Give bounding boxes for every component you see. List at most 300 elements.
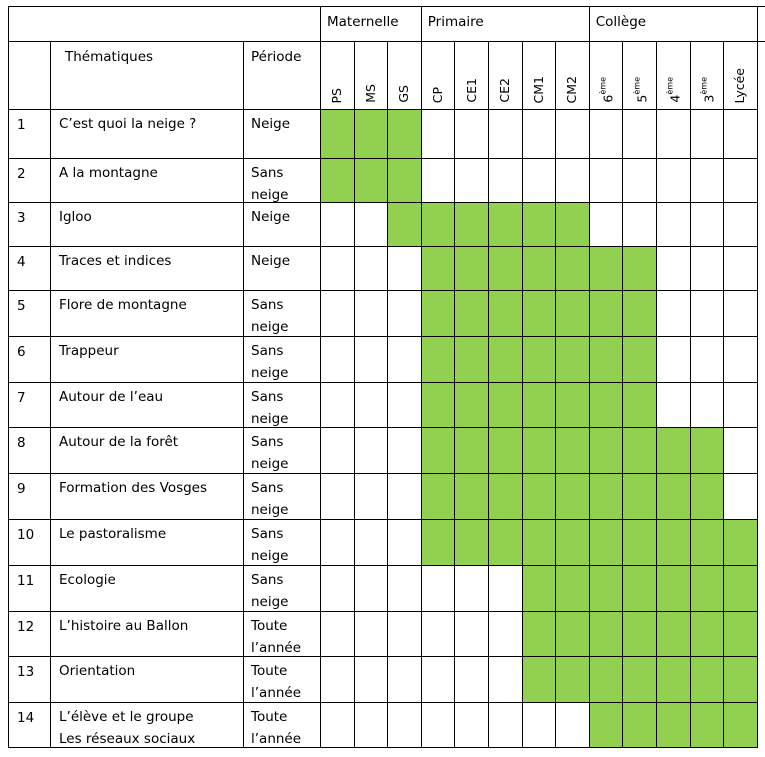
row-period <box>244 428 321 474</box>
level-cell-empty <box>489 566 523 612</box>
level-cell-empty <box>724 428 758 474</box>
period-line: l’année <box>251 685 302 701</box>
level-cell-empty <box>355 203 389 247</box>
level-cell-active <box>691 566 725 612</box>
level-header-2 <box>388 42 422 110</box>
row-period <box>244 566 321 612</box>
period-line: l’année <box>251 640 302 656</box>
level-cell-active <box>455 383 489 428</box>
level-cell-active <box>321 159 355 203</box>
level-cell-active <box>556 566 590 612</box>
level-cell-active <box>691 612 725 657</box>
row-number: 11 <box>9 566 51 612</box>
level-cell-empty <box>321 383 355 428</box>
theme-line: L’élève et le groupe <box>59 709 194 725</box>
level-cell-empty <box>388 247 422 291</box>
row-number: 2 <box>9 159 51 203</box>
level-cell-active <box>691 657 725 703</box>
level-cell-active <box>422 520 456 566</box>
level-cell-empty <box>355 383 389 428</box>
level-cell-empty <box>691 247 725 291</box>
level-cell-active <box>724 657 758 703</box>
level-cell-active <box>422 474 456 520</box>
level-cell-active <box>523 520 557 566</box>
level-cell-empty <box>691 203 725 247</box>
level-cell-active <box>422 428 456 474</box>
level-cell-empty <box>691 291 725 337</box>
theme-line: L’histoire au Ballon <box>59 618 189 634</box>
period-line: Sans <box>251 480 284 496</box>
level-cell-empty <box>355 612 389 657</box>
row-period <box>244 247 321 291</box>
level-cell-active <box>623 428 657 474</box>
level-label <box>364 84 378 103</box>
level-cell-active <box>321 110 355 159</box>
level-cell-active <box>590 474 624 520</box>
level-cell-empty <box>321 566 355 612</box>
level-cell-active <box>489 474 523 520</box>
row-theme <box>51 203 244 247</box>
level-cell-active <box>455 428 489 474</box>
level-label <box>565 76 579 103</box>
level-header-6 <box>523 42 557 110</box>
level-cell-empty <box>388 657 422 703</box>
level-label <box>431 87 445 103</box>
level-cell-empty <box>355 566 389 612</box>
level-cell-empty <box>691 110 725 159</box>
level-cell-empty <box>455 566 489 612</box>
row-theme <box>51 159 244 203</box>
level-cell-empty <box>355 657 389 703</box>
level-cell-active <box>489 203 523 247</box>
level-cell-active <box>556 383 590 428</box>
level-cell-active <box>489 428 523 474</box>
period-line: neige <box>251 456 289 472</box>
row-number: 4 <box>9 247 51 291</box>
level-cell-active <box>523 474 557 520</box>
row-theme <box>51 428 244 474</box>
level-header-8 <box>590 42 624 110</box>
row-period <box>244 474 321 520</box>
level-cell-empty <box>455 612 489 657</box>
theme-line: Le pastoralisme <box>59 526 167 542</box>
level-cell-empty <box>556 703 590 748</box>
level-cell-active <box>388 159 422 203</box>
period-line: Toute <box>251 663 288 679</box>
level-cell-active <box>623 612 657 657</box>
group-header-0: Maternelle <box>321 7 422 42</box>
row-number: 12 <box>9 612 51 657</box>
level-cell-active <box>523 657 557 703</box>
row-number: 6 <box>9 337 51 383</box>
theme-line: Autour de la forêt <box>59 434 179 450</box>
level-cell-active <box>455 247 489 291</box>
theme-line: Traces et indices <box>59 253 172 269</box>
level-cell-active <box>523 566 557 612</box>
level-cell-active <box>455 337 489 383</box>
row-period <box>244 383 321 428</box>
level-cell-active <box>623 657 657 703</box>
theme-line: Flore de montagne <box>59 297 187 313</box>
period-line: l’année <box>251 731 302 747</box>
period-line: Neige <box>251 209 291 225</box>
level-cell-active <box>657 520 691 566</box>
row-number: 7 <box>9 383 51 428</box>
period-line: Sans <box>251 389 284 405</box>
period-line: Sans <box>251 297 284 313</box>
level-cell-active <box>556 247 590 291</box>
level-cell-empty <box>724 110 758 159</box>
periode-header: Période <box>244 42 321 110</box>
level-cell-empty <box>657 337 691 383</box>
level-label-base: 5 <box>634 95 650 103</box>
level-header-7 <box>556 42 590 110</box>
level-header-0 <box>321 42 355 110</box>
row-period <box>244 612 321 657</box>
period-line: Sans <box>251 434 284 450</box>
level-cell-empty <box>623 203 657 247</box>
row-theme <box>51 566 244 612</box>
row-number: 1 <box>9 110 51 159</box>
level-cell-active <box>724 520 758 566</box>
level-cell-active <box>657 474 691 520</box>
level-cell-empty <box>355 291 389 337</box>
level-cell-empty <box>724 474 758 520</box>
level-cell-active <box>455 520 489 566</box>
level-label <box>330 88 344 103</box>
level-cell-active <box>455 474 489 520</box>
level-header-12 <box>724 42 758 110</box>
level-cell-active <box>590 247 624 291</box>
level-cell-empty <box>388 566 422 612</box>
level-label-sup: ème <box>632 77 642 96</box>
period-line: neige <box>251 365 289 381</box>
row-number: 10 <box>9 520 51 566</box>
row-number: 8 <box>9 428 51 474</box>
theme-line: Trappeur <box>59 343 119 359</box>
level-cell-active <box>489 520 523 566</box>
level-label <box>697 77 716 103</box>
period-line: Sans <box>251 572 284 588</box>
thematiques-table <box>8 6 765 748</box>
level-cell-active <box>523 428 557 474</box>
level-cell-empty <box>321 612 355 657</box>
level-cell-empty <box>724 383 758 428</box>
level-cell-empty <box>657 159 691 203</box>
theme-line: Les réseaux sociaux <box>59 731 196 747</box>
period-line: Neige <box>251 116 291 132</box>
level-cell-empty <box>590 203 624 247</box>
level-cell-active <box>657 703 691 748</box>
row-theme <box>51 703 244 748</box>
row-theme <box>51 657 244 703</box>
level-cell-active <box>590 291 624 337</box>
level-cell-active <box>691 474 725 520</box>
level-cell-empty <box>691 383 725 428</box>
level-cell-empty <box>489 110 523 159</box>
level-cell-active <box>455 203 489 247</box>
level-cell-empty <box>388 474 422 520</box>
theme-line: C’est quoi la neige ? <box>59 116 197 132</box>
level-cell-active <box>355 159 389 203</box>
level-label-base: CE2 <box>497 78 513 103</box>
level-cell-active <box>691 703 725 748</box>
level-cell-empty <box>489 703 523 748</box>
level-cell-active <box>590 566 624 612</box>
level-cell-empty <box>489 159 523 203</box>
level-cell-active <box>590 657 624 703</box>
level-cell-active <box>388 110 422 159</box>
header-corner <box>9 7 321 42</box>
level-cell-active <box>489 291 523 337</box>
level-cell-active <box>691 520 725 566</box>
row-number: 14 <box>9 703 51 748</box>
level-cell-active <box>590 337 624 383</box>
level-cell-empty <box>388 612 422 657</box>
row-period <box>244 657 321 703</box>
level-cell-empty <box>422 566 456 612</box>
row-theme <box>51 291 244 337</box>
number-header <box>9 42 51 110</box>
level-label-base: PS <box>329 87 345 103</box>
period-line: Sans <box>251 526 284 542</box>
level-cell-active <box>556 612 590 657</box>
level-cell-active <box>489 337 523 383</box>
level-cell-active <box>523 203 557 247</box>
group-header-2: Collège <box>590 7 758 42</box>
level-cell-empty <box>724 337 758 383</box>
period-line: Sans <box>251 165 284 181</box>
level-cell-empty <box>321 520 355 566</box>
level-cell-empty <box>321 337 355 383</box>
level-label <box>397 85 411 103</box>
level-cell-empty <box>422 657 456 703</box>
row-theme <box>51 247 244 291</box>
level-cell-empty <box>724 159 758 203</box>
level-label <box>733 68 747 103</box>
level-label-base: 3 <box>701 95 717 103</box>
level-label <box>664 77 683 103</box>
level-cell-empty <box>422 703 456 748</box>
level-cell-empty <box>422 159 456 203</box>
level-cell-active <box>523 612 557 657</box>
level-cell-empty <box>724 203 758 247</box>
level-cell-active <box>657 566 691 612</box>
level-cell-active <box>422 337 456 383</box>
level-cell-active <box>556 657 590 703</box>
level-cell-active <box>623 247 657 291</box>
level-cell-empty <box>724 291 758 337</box>
level-cell-active <box>422 291 456 337</box>
level-cell-active <box>657 612 691 657</box>
level-label <box>596 77 615 103</box>
row-period <box>244 110 321 159</box>
period-line: neige <box>251 594 289 610</box>
level-cell-empty <box>657 110 691 159</box>
level-header-4 <box>455 42 489 110</box>
period-line: neige <box>251 502 289 518</box>
level-cell-active <box>590 703 624 748</box>
level-cell-empty <box>321 474 355 520</box>
level-cell-empty <box>321 428 355 474</box>
level-cell-empty <box>321 703 355 748</box>
level-cell-active <box>523 383 557 428</box>
period-line: neige <box>251 411 289 427</box>
level-cell-empty <box>388 383 422 428</box>
level-cell-active <box>623 703 657 748</box>
level-label-base: 4 <box>667 95 683 103</box>
level-cell-empty <box>355 337 389 383</box>
level-cell-empty <box>657 203 691 247</box>
level-cell-empty <box>388 520 422 566</box>
level-header-1 <box>355 42 389 110</box>
level-label <box>498 78 512 103</box>
level-cell-active <box>556 474 590 520</box>
period-line: Sans <box>251 343 284 359</box>
level-cell-active <box>489 383 523 428</box>
level-cell-empty <box>321 203 355 247</box>
level-cell-active <box>556 428 590 474</box>
level-label-base: CM2 <box>564 75 580 103</box>
level-label <box>630 77 649 103</box>
level-cell-empty <box>455 703 489 748</box>
level-cell-empty <box>321 291 355 337</box>
row-number: 13 <box>9 657 51 703</box>
row-theme <box>51 337 244 383</box>
period-line: neige <box>251 548 289 564</box>
level-cell-active <box>691 428 725 474</box>
level-cell-empty <box>657 291 691 337</box>
level-label-base: CM1 <box>530 75 546 103</box>
row-theme <box>51 383 244 428</box>
level-cell-active <box>590 520 624 566</box>
level-cell-empty <box>422 110 456 159</box>
level-cell-empty <box>623 159 657 203</box>
level-cell-active <box>455 291 489 337</box>
level-cell-active <box>523 291 557 337</box>
level-header-3 <box>422 42 456 110</box>
level-cell-empty <box>355 703 389 748</box>
level-cell-empty <box>321 657 355 703</box>
level-label-sup: ème <box>598 77 608 96</box>
level-cell-empty <box>388 291 422 337</box>
level-cell-active <box>623 337 657 383</box>
level-cell-active <box>623 291 657 337</box>
level-cell-active <box>422 203 456 247</box>
level-cell-active <box>623 520 657 566</box>
row-period <box>244 337 321 383</box>
theme-line: Igloo <box>59 209 92 225</box>
level-cell-active <box>724 612 758 657</box>
row-number: 9 <box>9 474 51 520</box>
theme-line: Autour de l’eau <box>59 389 164 405</box>
level-cell-empty <box>388 703 422 748</box>
level-header-11 <box>691 42 725 110</box>
level-cell-empty <box>523 159 557 203</box>
level-cell-active <box>590 383 624 428</box>
level-cell-active <box>657 657 691 703</box>
thematiques-header: Thématiques <box>51 42 244 110</box>
level-cell-active <box>556 203 590 247</box>
level-cell-empty <box>455 159 489 203</box>
level-label-sup: ème <box>699 77 709 96</box>
level-cell-empty <box>455 657 489 703</box>
level-cell-active <box>489 247 523 291</box>
row-theme <box>51 110 244 159</box>
level-cell-empty <box>355 520 389 566</box>
level-cell-empty <box>724 247 758 291</box>
theme-line: Formation des Vosges <box>59 480 208 496</box>
level-label-base: CP <box>430 86 446 103</box>
level-cell-empty <box>691 159 725 203</box>
level-cell-active <box>590 428 624 474</box>
row-period <box>244 520 321 566</box>
theme-line: Ecologie <box>59 572 116 588</box>
level-cell-empty <box>355 247 389 291</box>
level-cell-active <box>724 566 758 612</box>
group-header-3 <box>758 7 765 42</box>
level-header-9 <box>623 42 657 110</box>
row-period <box>244 291 321 337</box>
level-cell-active <box>523 247 557 291</box>
row-period <box>244 203 321 247</box>
level-label-base: GS <box>396 85 412 103</box>
level-label-base: CE1 <box>463 78 479 103</box>
period-line: neige <box>251 187 289 203</box>
level-cell-empty <box>523 110 557 159</box>
period-line: neige <box>251 319 289 335</box>
level-cell-empty <box>657 247 691 291</box>
level-cell-empty <box>623 110 657 159</box>
row-number: 3 <box>9 203 51 247</box>
level-label-sup: ème <box>665 77 675 96</box>
level-cell-empty <box>355 428 389 474</box>
level-cell-active <box>556 337 590 383</box>
level-cell-active <box>623 474 657 520</box>
level-cell-active <box>422 383 456 428</box>
level-cell-active <box>523 337 557 383</box>
row-theme <box>51 474 244 520</box>
level-label-base: MS <box>362 84 378 103</box>
level-label <box>465 78 479 103</box>
level-cell-empty <box>422 612 456 657</box>
level-cell-active <box>623 383 657 428</box>
level-cell-empty <box>489 657 523 703</box>
level-label-base: Lycée <box>732 67 748 103</box>
level-cell-active <box>590 612 624 657</box>
level-cell-active <box>556 520 590 566</box>
level-cell-empty <box>590 110 624 159</box>
theme-line: A la montagne <box>59 165 158 181</box>
row-period <box>244 159 321 203</box>
level-cell-empty <box>657 383 691 428</box>
row-period <box>244 703 321 748</box>
level-cell-active <box>388 203 422 247</box>
row-number: 5 <box>9 291 51 337</box>
level-cell-active <box>623 566 657 612</box>
level-cell-active <box>422 247 456 291</box>
level-cell-empty <box>355 474 389 520</box>
level-cell-active <box>724 703 758 748</box>
level-cell-active <box>657 428 691 474</box>
level-cell-empty <box>455 110 489 159</box>
level-cell-empty <box>556 110 590 159</box>
level-cell-empty <box>523 703 557 748</box>
theme-line: Orientation <box>59 663 136 679</box>
period-line: Toute <box>251 618 288 634</box>
level-header-10 <box>657 42 691 110</box>
level-cell-empty <box>590 159 624 203</box>
